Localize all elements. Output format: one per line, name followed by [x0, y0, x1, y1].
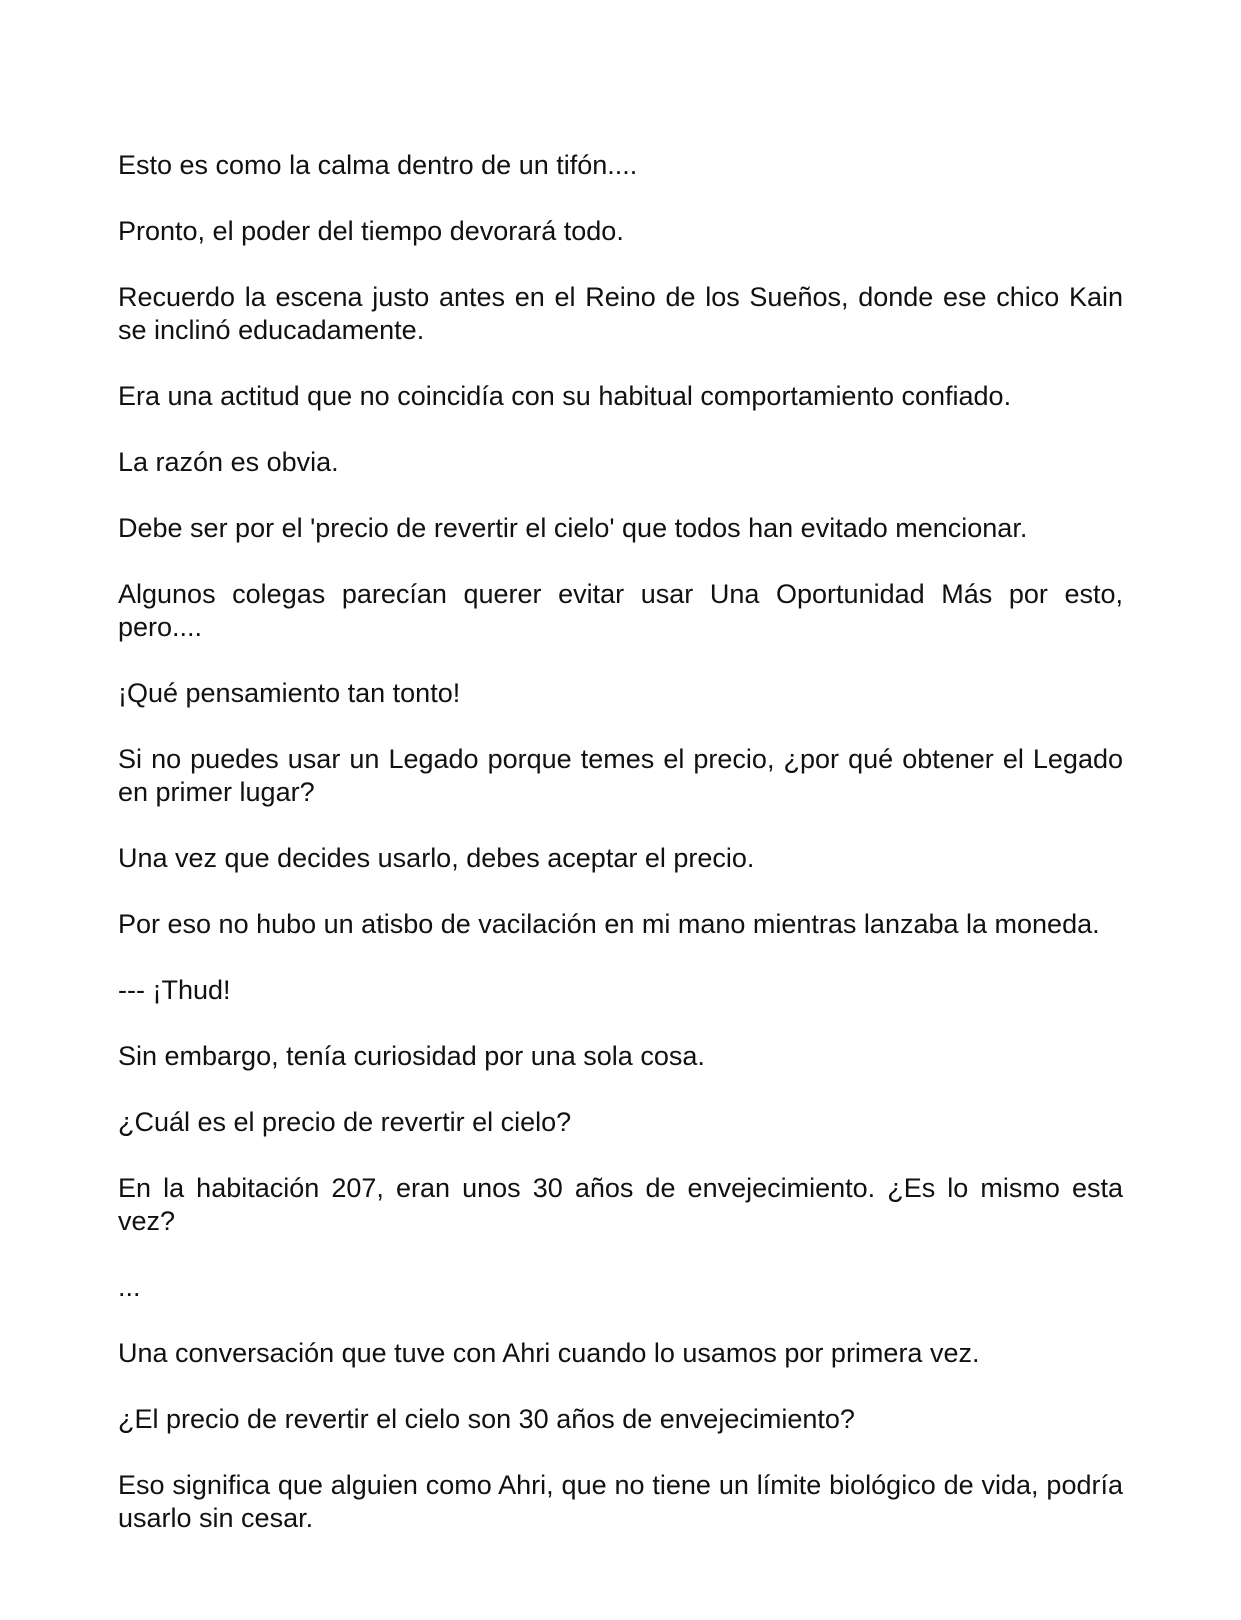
paragraph: Esto es como la calma dentro de un tifón.... — [118, 150, 638, 180]
paragraph: ¿Cuál es el precio de revertir el cielo? — [118, 1107, 572, 1137]
paragraph: Una vez que decides usarlo, debes aceptar el precio. — [118, 843, 755, 873]
paragraph: Sin embargo, tenía curiosidad por una sola cosa. — [118, 1041, 705, 1071]
paragraph: ... — [118, 1272, 141, 1302]
paragraph: Por eso no hubo un atisbo de vacilación en mi mano mientras lanzaba la moneda. — [118, 909, 1100, 939]
paragraph: La razón es obvia. — [118, 447, 339, 477]
paragraph: Si no puedes usar un Legado porque temes el precio, ¿por qué obtener el Legado en primer lugar? — [118, 744, 1123, 807]
paragraph: Debe ser por el 'precio de revertir el cielo' que todos han evitado mencionar. — [118, 513, 1028, 543]
paragraph: En la habitación 207, eran unos 30 años de envejecimiento. ¿Es lo mismo esta vez? — [118, 1173, 1123, 1236]
paragraph: Recuerdo la escena justo antes en el Reino de los Sueños, donde ese chico Kain se inclinó educadamente. — [118, 282, 1123, 345]
paragraph: Una conversación que tuve con Ahri cuando lo usamos por primera vez. — [118, 1338, 980, 1368]
text-column — [118, 149, 1123, 1568]
paragraph: Pronto, el poder del tiempo devorará todo. — [118, 216, 624, 246]
paragraph: Algunos colegas parecían querer evitar usar Una Oportunidad Más por esto, pero.... — [118, 579, 1123, 642]
paragraph: --- ¡Thud! — [118, 975, 231, 1005]
paragraph: Era una actitud que no coincidía con su habitual comportamiento confiado. — [118, 381, 1012, 411]
paragraph: ¿El precio de revertir el cielo son 30 años de envejecimiento? — [118, 1404, 855, 1434]
paragraph: Eso significa que alguien como Ahri, que no tiene un límite biológico de vida, podría usarlo sin cesar. — [118, 1470, 1123, 1533]
paragraph: ¡Qué pensamiento tan tonto! — [118, 678, 461, 708]
